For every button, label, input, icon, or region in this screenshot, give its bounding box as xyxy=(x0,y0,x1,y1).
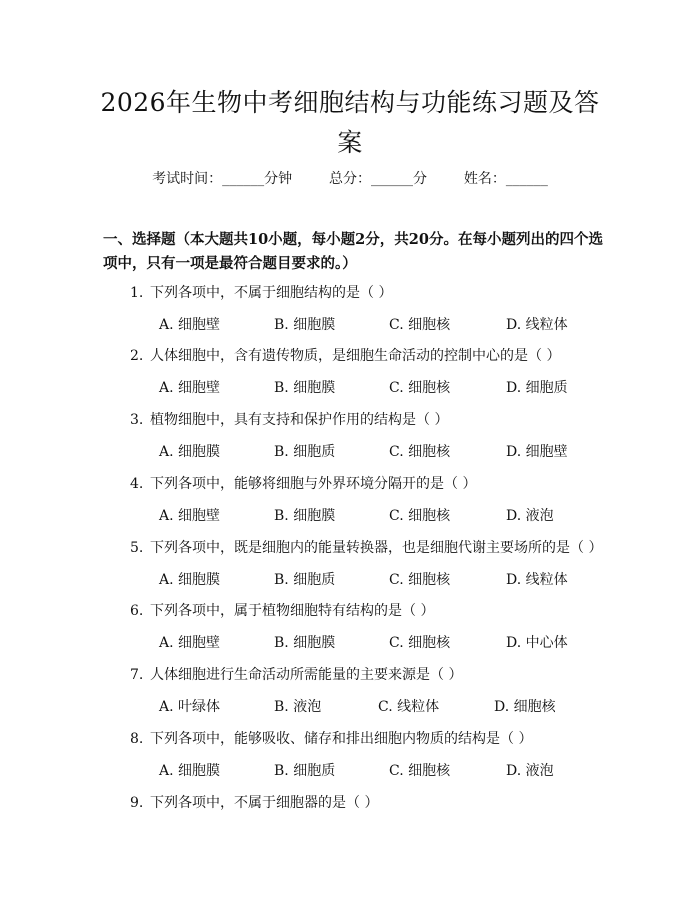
option-c: C. 细胞核 xyxy=(389,763,451,779)
question-number: 3. xyxy=(130,412,144,428)
option-a: A. 细胞壁 xyxy=(159,635,221,651)
option-c: C. 细胞核 xyxy=(389,317,451,333)
page-title: 2026年生物中考细胞结构与功能练习题及答案 xyxy=(100,88,600,157)
question-number: 4. xyxy=(130,476,144,492)
question-text: 人体细胞进行生命活动所需能量的主要来源是（ ） xyxy=(150,667,463,683)
option-c: C. 细胞核 xyxy=(389,508,451,524)
option-b: B. 细胞膜 xyxy=(274,380,336,396)
question-number: 7. xyxy=(130,667,144,683)
question-text: 下列各项中，既是细胞内的能量转换器，也是细胞代谢主要场所的是（ ） xyxy=(150,540,603,556)
option-b: B. 细胞质 xyxy=(274,444,336,460)
option-d: D. 线粒体 xyxy=(506,572,568,588)
option-b: B. 细胞质 xyxy=(274,572,336,588)
name-label: 姓名： xyxy=(463,171,506,187)
option-a: A. 细胞膜 xyxy=(159,444,221,460)
question-7 xyxy=(130,664,462,684)
question-text: 人体细胞中，含有遗传物质，是细胞生命活动的控制中心的是（ ） xyxy=(150,348,561,364)
score-blank: ______ xyxy=(371,171,413,187)
question-number: 6. xyxy=(130,603,144,619)
score-label: 总分： xyxy=(329,171,371,187)
question-number: 5. xyxy=(130,540,144,556)
option-a: A. 细胞壁 xyxy=(159,508,221,524)
question-text: 下列各项中，不属于细胞结构的是（ ） xyxy=(150,285,393,301)
question-6 xyxy=(130,600,434,620)
option-b: B. 细胞膜 xyxy=(274,317,336,333)
name-blank: ______ xyxy=(505,171,548,187)
question-number: 8. xyxy=(130,731,144,747)
section-heading: 一、选择题（本大题共10小题，每小题2分，共20分。在每小题列出的四个选项中，只有一项是最符合题目要求的。） xyxy=(103,231,603,272)
question-2 xyxy=(130,345,560,365)
question-text: 植物细胞中，具有支持和保护作用的结构是（ ） xyxy=(150,412,449,428)
question-number: 9. xyxy=(130,795,144,811)
question-9 xyxy=(130,792,378,812)
option-a: A. 细胞膜 xyxy=(159,572,221,588)
option-d: D. 液泡 xyxy=(506,508,554,524)
option-d: D. 细胞核 xyxy=(494,699,556,715)
question-text: 下列各项中，能够将细胞与外界环境分隔开的是（ ） xyxy=(150,476,477,492)
option-a: A. 细胞壁 xyxy=(159,380,221,396)
time-unit: 分钟 xyxy=(264,171,293,187)
option-d: D. 细胞质 xyxy=(506,380,568,396)
question-text: 下列各项中，属于植物细胞特有结构的是（ ） xyxy=(150,603,435,619)
option-c: C. 线粒体 xyxy=(378,699,440,715)
option-d: D. 中心体 xyxy=(506,635,568,651)
option-c: C. 细胞核 xyxy=(389,444,451,460)
question-number: 1. xyxy=(130,285,144,301)
option-a: A. 细胞膜 xyxy=(159,763,221,779)
option-c: C. 细胞核 xyxy=(389,572,451,588)
score-unit: 分 xyxy=(413,171,427,187)
option-c: C. 细胞核 xyxy=(389,635,451,651)
option-a: A. 叶绿体 xyxy=(159,699,221,715)
option-d: D. 液泡 xyxy=(506,763,554,779)
option-a: A. 细胞壁 xyxy=(159,317,221,333)
question-text: 下列各项中，不属于细胞器的是（ ） xyxy=(150,795,379,811)
exam-info-line xyxy=(0,168,700,188)
option-b: B. 细胞膜 xyxy=(274,635,336,651)
option-b: B. 细胞膜 xyxy=(274,508,336,524)
question-8 xyxy=(130,728,532,748)
time-blank: ______ xyxy=(222,171,265,187)
question-5 xyxy=(130,537,602,557)
question-number: 2. xyxy=(130,348,144,364)
option-b: B. 细胞质 xyxy=(274,763,336,779)
option-d: D. 线粒体 xyxy=(506,317,568,333)
question-4 xyxy=(130,473,476,493)
question-3 xyxy=(130,409,448,429)
option-c: C. 细胞核 xyxy=(389,380,451,396)
question-1 xyxy=(130,282,392,302)
option-d: D. 细胞壁 xyxy=(506,444,568,460)
question-text: 下列各项中，能够吸收、储存和排出细胞内物质的结构是（ ） xyxy=(150,731,533,747)
option-b: B. 液泡 xyxy=(274,699,322,715)
time-label: 考试时间： xyxy=(152,171,223,187)
